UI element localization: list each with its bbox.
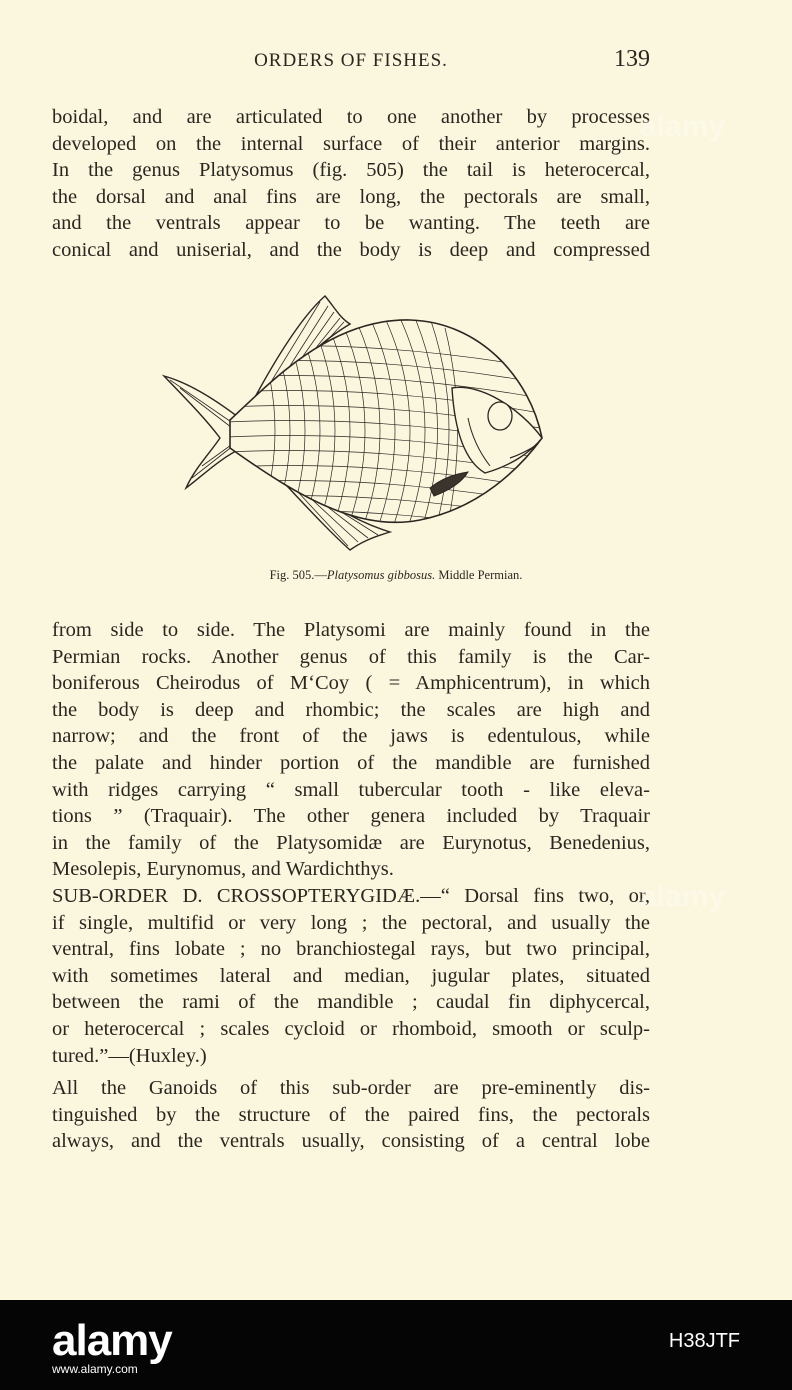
caption-species: Platysomus gibbosus.: [326, 568, 436, 582]
caption-number: Fig. 505.—: [269, 568, 327, 582]
text-line: the body is deep and rhombic; the scales are high and: [52, 698, 650, 721]
text-line: in the family of the Platysomidæ are Eurynotus, Benedenius,: [52, 831, 650, 854]
paragraph-4: [52, 1075, 650, 1155]
page-number: 139: [614, 46, 650, 72]
text-line: with sometimes lateral and median, jugular plates, situated: [52, 964, 650, 987]
text-line: boidal, and are articulated to one another by processes: [52, 106, 650, 128]
text-line: conical and uniserial, and the body is deep and compressed: [52, 238, 650, 261]
text-line: the palate and hinder portion of the mandible are furnished: [52, 751, 650, 774]
text-line: if single, multifid or very long ; the pectoral, and usually the: [52, 911, 650, 934]
page-header: [52, 46, 650, 78]
text-line: with ridges carrying “ small tubercular tooth - like eleva-: [52, 778, 650, 801]
caption-horizon: Middle Permian.: [435, 568, 523, 582]
text-line: tions ” (Traquair). The other genera included by Traquair: [52, 805, 650, 828]
paragraph-3: [52, 883, 650, 1069]
text-line: Mesolepis, Eurynomus, and Wardichthys.: [52, 858, 394, 881]
text-line: developed on the internal surface of their anterior margins.: [52, 132, 650, 155]
text-line: tinguished by the structure of the paired fins, the pectorals: [52, 1103, 650, 1126]
text-line: or heterocercal ; scales cycloid or rhomboid, smooth or sculp-: [52, 1017, 650, 1040]
watermark-ghost: alamy: [640, 880, 726, 913]
paragraph-1: [52, 104, 650, 264]
fish-fossil-illustration: [150, 288, 550, 558]
text-line: always, and the ventrals usually, consisting of a central lobe: [52, 1130, 650, 1153]
text-line: between the rami of the mandible ; caudal fin diphycercal,: [52, 991, 650, 1014]
fish-eye: [488, 402, 512, 430]
text-line: and the ventrals appear to be wanting. The teeth are: [52, 212, 650, 235]
watermark-ghost: alamy: [640, 110, 726, 143]
text-line: In the genus Platysomus (fig. 505) the tail is heterocercal,: [52, 159, 650, 182]
running-title: ORDERS OF FISHES.: [254, 50, 448, 71]
image-id: H38JTF: [668, 1330, 740, 1352]
watermark-url: www.alamy.com: [52, 1362, 138, 1376]
text-line: ventral, fins lobate ; no branchiostegal rays, but two principal,: [52, 938, 650, 961]
text-line: Permian rocks. Another genus of this family is the Car-: [52, 645, 650, 668]
figure-caption: [0, 568, 792, 583]
text-line: boniferous Cheirodus of M‘Coy ( = Amphicentrum), in which: [52, 672, 650, 695]
text-line: the dorsal and anal fins are long, the pectorals are small,: [52, 185, 650, 208]
text-line: narrow; and the front of the jaws is edentulous, while: [52, 725, 650, 748]
text-line: tured.”—(Huxley.): [52, 1044, 207, 1067]
text-line: from side to side. The Platysomi are mainly found in the: [52, 619, 650, 641]
text-line: SUB-ORDER D. CROSSOPTERYGIDÆ.—“ Dorsal fins two, or,: [52, 885, 650, 907]
text-line: All the Ganoids of this sub-order are pre-eminently dis-: [52, 1077, 650, 1099]
paragraph-2: [52, 617, 650, 883]
alamy-logo: alamy: [52, 1316, 172, 1365]
